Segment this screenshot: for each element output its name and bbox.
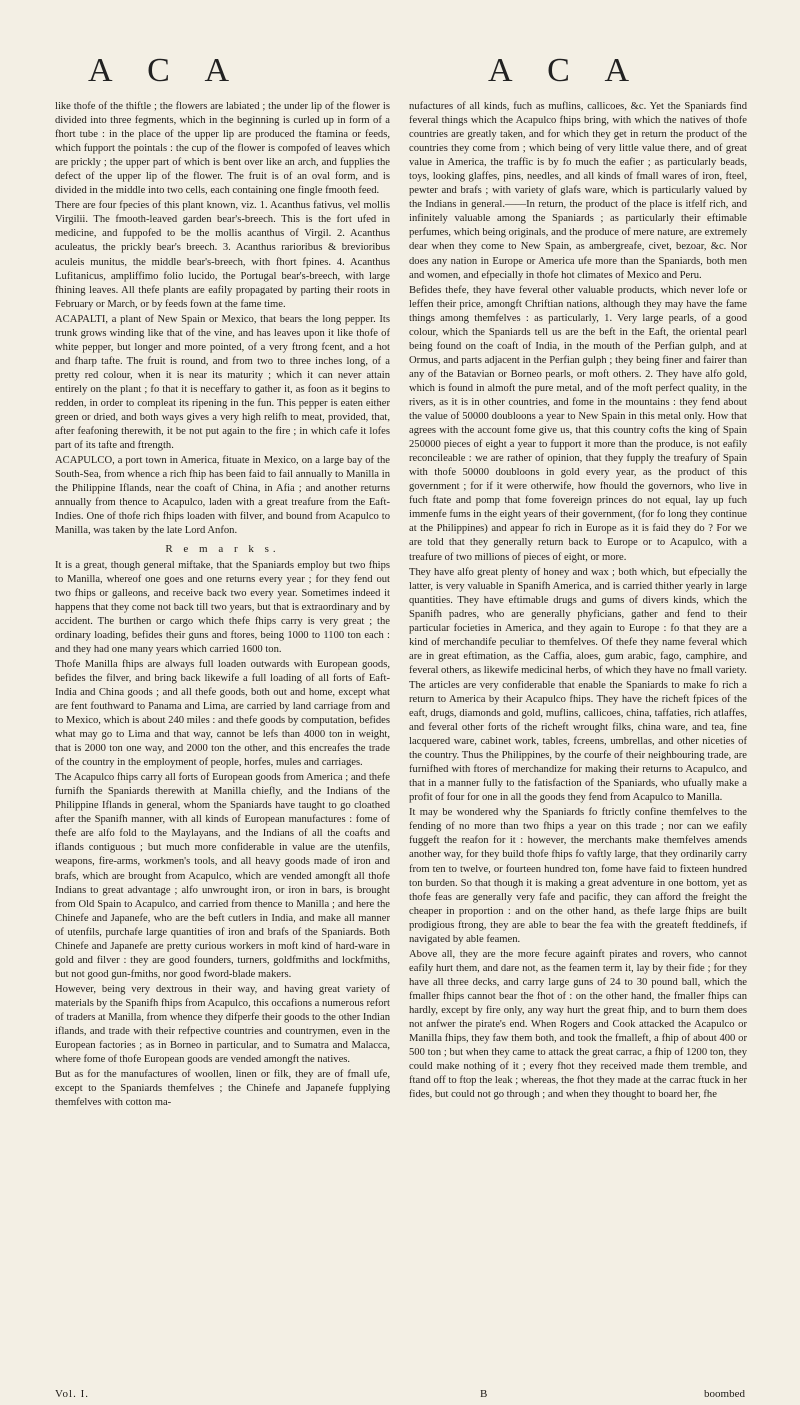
running-head-right: A C A — [488, 52, 644, 89]
volume-mark: Vol. I. — [55, 1388, 89, 1400]
paragraph: They have alfo great plenty of honey and wax ; both which, but efpecially the latter, is very valuable in Spanifh America, and is carried thither yearly in large quantities. They have eftimable drugs and gums of divers kinds, which the Spanifh padres, who are generally phyficians, gather and fend to their particular focieties in America, and they again to Europe : fo that they are a kind of merchandife peculiar to themfelves. Of thefe they name feveral which are in great eftimation, as the Caffia, aloes, gum arabic, fago, camphire, and feveral others, as likewife medicinal herbs, of which they have no fmall variety. — [409, 566, 747, 676]
paragraph: It is a great, though general miftake, that the Spaniards employ but two fhips to Manilla, whereof one goes and one returns every year ; for they fend out two fhips or galleons, and receive back two every year. Sometimes indeed it happens that they come not back till two years, but that is extraordinary and by accident. The burthen or cargo which thefe fhips carry is very great ; the ordinary loading, befides their guns and ftores, being 1000 to 1100 ton each : and they had one many years which carried 1600 ton. — [55, 559, 390, 655]
catchword: boombed — [704, 1388, 745, 1400]
paragraph: The Acapulco fhips carry all forts of European goods from America ; and thefe furnifh the Spaniards therewith at Manilla chiefly, and the Indians of the Philippine Iflands in general, whom the Spaniards have taught to go cloathed after the Spanifh manner, with all kinds of European manufactures : fome of thefe are alfo fold to the Maylayans, and the Indians of all the coafts and iflands contiguous ; but much more confiderable in value are the utenfils, weapons, fire-arms, workmen's tools, and all heavy goods made of iron and brafs, which are brought from Acapulco, which are vended amongft all thofe Indians to great advantage ; alfo unwrought iron, or iron in bars, is brought from Old Spain to Acapulco, and carried from thence to Manilla ; and here the Chinefe and Japanefe, who are the beft cutlers in India, and make all manner of utenfils, purchafe large quantities of iron and brafs of the Spaniards. Both Chinefe and Japanefe are pretty curious workers in moft kind of hard-ware in gold and filver : they are good founders, turners, goldfmiths and lockfmiths, but not good gun-fmiths, nor good fword-blade makers. — [55, 772, 390, 980]
entry-acapalti: ACAPALTI, a plant of New Spain or Mexico, that bears the long pepper. Its trunk grows winding like that of the vine, and has leaves upon it like thofe of white pepper, but longer and more pointed, of a very ftrong fcent, and a hot and fharp tafte. The fruit is round, and from two to three inches long, of a pretty red colour, when it is near its maturity ; which it can never attain entirely on the plant ; fo that it is neceffary to gather it, as foon as it begins to redden, in order to compleat its ripening in the fun. This pepper is eaten either green or dried, and both ways gives a very high relifh to meat, provided, that, after feafoning therewith, it be not put again to the fire ; in which cafe it lofes part of its tafte and ftrength. — [55, 313, 390, 452]
paragraph: nufactures of all kinds, fuch as muflins, callicoes, &c. Yet the Spaniards find feveral things which the Acapulco fhips bring, with which the natives of thofe countries are greatly taken, and for which they get in return the product of the countries they come from ; which being of very little value there, and of great value in America, the traffic is by fo much the eafier ; as particularly beads, toys, looking glaffes, pins, needles, and all kinds of fmall wares of iron, fteel, pewter and brafs ; with variety of glafs ware, which is particularly valued by the Indians in general.——In return, the product of the place is itfelf rich, and infinitely valuable among the Spaniards ; as particularly their eftimable perfumes, which being originals, and the produce of mere nature, are extremely dear when they come to New Spain, as ambergreafe, civet, bezoar, &c. Nor does any nation in Europe or America ufe more than the Spaniards, both men and women, and efpecially in thofe hot climates of Mexico and Peru. — [409, 101, 747, 281]
paragraph: Thofe Manilla fhips are always full loaden outwards with European goods, befides the filver, and bring back likewife a full loading of all forts of Eaft-India and China goods ; and all thefe goods, both out and home, except what are fent fouthward to Panama and Lima, are carried by land carriage from and to Mexico, which is about 240 miles : and thefe goods by computation, befides what may go to Lima and that way, cannot be lefs than 4000 ton in weight, that is 2000 ton one way, and 2000 ton the other, and this encreafes the trade of the country in the employment of people, horfes, mules and carriages. — [55, 658, 390, 769]
left-column — [55, 100, 390, 1380]
paragraph: But as for the manufactures of woollen, linen or filk, they are of fmall ufe, except to the Spaniards themfelves ; the Chinefe and Japanefe fupplying themfelves with cotton ma- — [55, 1069, 390, 1109]
paragraph: like thofe of the thiftle ; the flowers are labiated ; the under lip of the flower is divided into three fegments, which in the beginning is curled up in form of a fhort tube : in the place of the upper lip are produced the ftamina or feeds, which fupport the pointals : the cup of the flower is compofed of leaves which are prickly ; the upper part of which is bent over like an arch, and fupplies the defect of the upper lip of the flower. The fruit is of an oval form, and is divided in the middle into two cells, each containing one fingle fmooth feed. — [55, 101, 390, 197]
running-head-left: A C A — [88, 52, 244, 89]
paragraph: Above all, they are the more fecure againft pirates and rovers, who cannot eafily hurt them, and dare not, as the feamen term it, lay by their fide ; for they have all three decks, and carry large guns of 24 to 30 pound ball, which the fmaller fhips cannot bear the fhot of : on the other hand, the fmaller fhips can hardly, except by fire only, any way hurt the great fhip, and to burn them does not anfwer the pirate's end. When Rogers and Cook attacked the Acapulco or Manilla fhips, they faw them both, and took the fmalleft, a fhip of about 400 or 500 ton ; but when they came to attack the great carrac, a fhip of 1200 ton, they could make nothing of it ; every fhot they received made them tremble, and ftand off to ftop the leak ; whereas, the fhot they made at the carrac ftuck in her fides, but could not go through ; and when they thought to board her, fhe — [409, 948, 747, 1101]
paragraph: There are four fpecies of this plant known, viz. 1. Acanthus fativus, vel mollis Virgilii. The fmooth-leaved garden bear's-breech. This is the fort ufed in medicine, and fuppofed to be the mollis acanthus of Virgil. 2. Acanthus aculeatus, the prickly bear's breech. 3. Acanthus rarioribus & brevioribus aculeis munitus, the middle bear's-breech, with fhort fpines. 4. Acanthus Lufitanicus, ampliffimo folio lucido, the Portugal bear's-breech, with large fhining leaves. All thefe plants are eafily propagated by parting their roots in February or March, or by feeds fown at the fame time. — [55, 200, 390, 310]
right-column — [409, 100, 747, 1380]
remarks-heading: R e m a r k s. — [165, 543, 280, 556]
paragraph: However, being very dextrous in their way, and having great variety of materials by the Spanifh fhips from Acapulco, this occafions a numerous refort of traders at Manilla, from whence they difperfe their goods to the other Indian iflands, and trade with their refpective countries and countrymen, even in the European factories ; as in Borneo in particular, and to Sumatra and Malacca, where fome of thofe European goods are vended amongft the natives. — [55, 983, 390, 1066]
entry-acapulco: ACAPULCO, a port town in America, fituate in Mexico, on a large bay of the South-Sea, from whence a rich fhip has been faid to fail annually to Manilla in the Philippine Iflands, near the coaft of China, in Afia ; and another returns annually from thence to Acapulco, laden with a great treafure from the Eaft-Indies. One of thofe rich fhips loaden with filver, and bound from Acapulco to Manilla, was taken by the late Lord Anfon. — [55, 455, 390, 537]
signature-mark: B — [480, 1388, 488, 1400]
paragraph: It may be wondered why the Spaniards fo ftrictly confine themfelves to the fending of no more than two fhips a year on this trade ; nor can we eafily fuggeft the reafon for it : however, the merchants make themfelves amends another way, for they build thofe fhips fo vaftly large, that they ordinarily carry from ten to twelve, or fourteen hundred ton, fome have faid to fixteen hundred ton burden. So that though it is making a great adventure in one bottom, yet as thofe feas are generally very fafe and pacific, they can afford the freight the cheaper in proportion : and on the other hand, as thefe large fhips are built prodigious ftrong, they are able to bear the fea with the greateft fteddinefs, if navigated by able feamen. — [409, 807, 747, 945]
paragraph: The articles are very confiderable that enable the Spaniards to make fo rich a return to America by their Acapulco fhips. They have the richeft fpices of the eaft, drugs, diamonds and gold, muflins, callicoes, china, taffaties, rich atlaffes, and feveral other forts of the richeft wrought filks, china ware, and tea, fine lacquered ware, cabinet work, tables, fcreens, umbrellas, and other niceties of the country. Thus the Philippines, by the courfe of their neighbouring trade, are furnifhed with ftores of merchandize for making their returns to Acapulco, and that in a manner fully to the fatisfaction of the Spaniards, who ufually make a profit of four for one in all the goods they fend from Acapulco to Manilla. — [409, 679, 747, 804]
page-footer — [55, 1388, 745, 1402]
paragraph: Befides thefe, they have feveral other valuable products, which never lofe or leffen their price, amongft Chriftian nations, although they may have the fame things among themfelves : as particularly, 1. Very large pearls, of a good colour, which the Spaniards tell us are the beft in the Eaft, the oriental pearl being found on the coaft of India, in the mouth of the Perfian gulph, and at Ormus, and parts adjacent in the Perfian gulph ; they being finer and fairer than any of the Batavian or Borneo pearls, or moft others. 2. They have alfo gold, which is found in almoft the pure metal, and of the moft perfect quality, in the rivers, as it is in other countries, and fome in the mountains : they fend about the value of 50000 doubloons a year to New Spain in this metal only. How that agrees with the account fome give us, that this country cofts the king of Spain 250000 pieces of eight a year to fupport it more than the produce, is not eafily reconcileable : we are rather of opinion, that they fupply the treafury of Spain with thofe 50000 doubloons in gold every year, as the product of this government ; for if it were otherwife, how fhould the governors, who live in fuch ftate and pomp that fome fovereign princes do not equal, lay up fuch immenfe fums in the eight years of their government, (for fo long they continue at the Philippines) and appear fo rich in Europe as it is faid they do ? For we are told that they generally return back to Europe or to Acapulco, with a treafure of two millions of pieces of eight, or more. — [409, 284, 747, 563]
running-header — [0, 52, 800, 100]
